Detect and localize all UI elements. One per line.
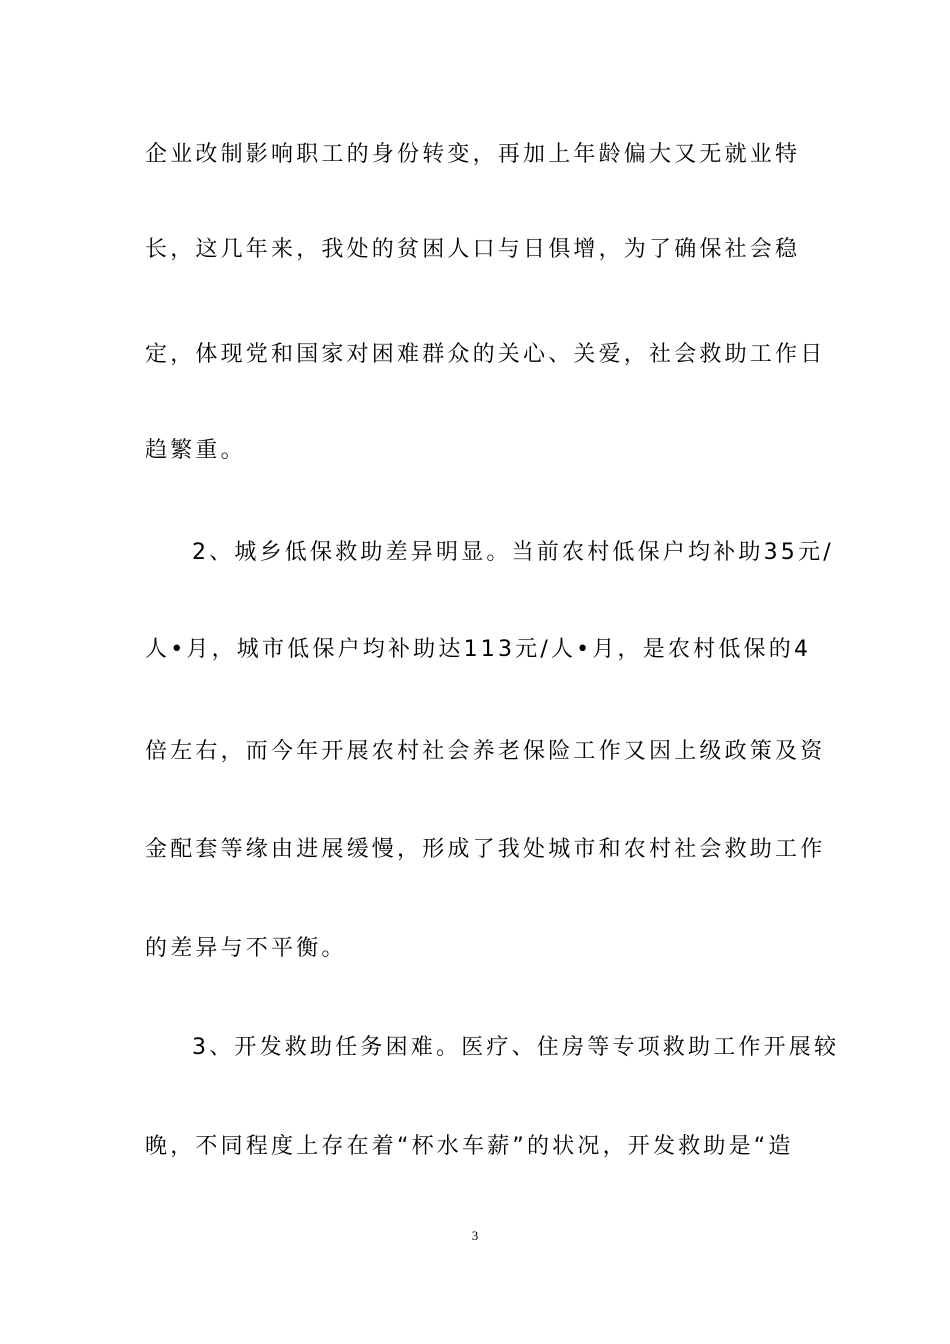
text-line: 定，体现党和国家对困难群众的关心、关爱，社会救助工作日	[145, 342, 826, 367]
text-line: 2、城乡低保救助差异明显。当前农村低保户均补助35元/	[192, 540, 834, 565]
text-line: 趋繁重。	[145, 438, 246, 463]
text-line: 金配套等缘由进展缓慢，形成了我处城市和农村社会救助工作	[145, 837, 826, 862]
text-line: 倍左右，而今年开展农村社会养老保险工作又因上级政策及资	[145, 739, 826, 764]
text-line: 3、开发救助任务困难。医疗、住房等专项救助工作开展较	[192, 1035, 840, 1060]
text-line: 企业改制影响职工的身份转变，再加上年龄偏大又无就业特	[145, 142, 801, 167]
text-line: 的差异与不平衡。	[145, 936, 347, 961]
text-line: 晚，不同程度上存在着“杯水车薪”的状况，开发救助是“造	[145, 1134, 794, 1159]
text-line: 长，这几年来，我处的贫困人口与日俱增，为了确保社会稳	[145, 237, 801, 262]
page-number: 3	[471, 1228, 479, 1243]
text-line: 人•月，城市低保户均补助达113元/人•月，是农村低保的4	[145, 637, 812, 662]
